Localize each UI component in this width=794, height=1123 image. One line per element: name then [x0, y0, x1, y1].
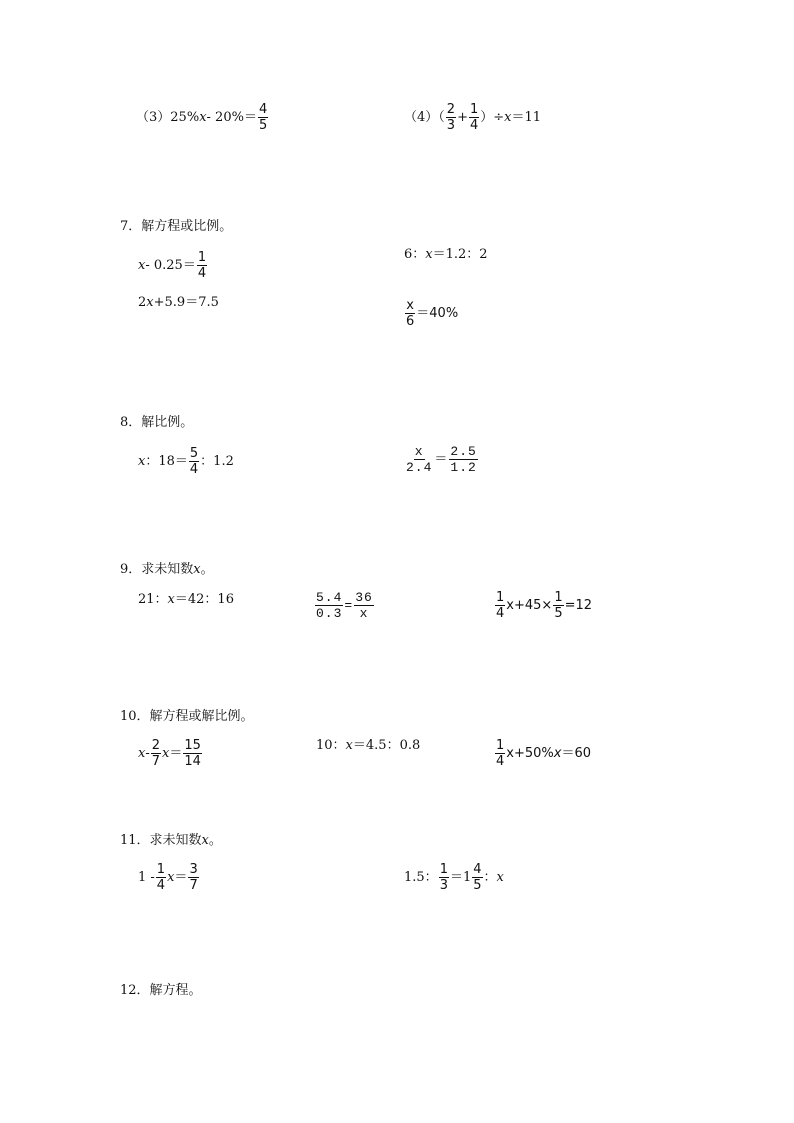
fraction: $\frac{1}{4}$ [197, 250, 207, 281]
q7-eq-a: x - 0.25＝ $\frac{1}{4}$ [138, 250, 207, 281]
fraction: $\frac{1}{5}$ [554, 590, 563, 621]
fraction: $\frac{x}{2.4}$ [406, 444, 433, 475]
fraction: $\frac{x}{6}$ [406, 298, 415, 329]
q9-eq-c: $\frac{1}{4}$ x+45× $\frac{1}{5}$ =12 [496, 590, 593, 621]
q11-eq-b: 1.5： $\frac{1}{3}$ ＝1 $\frac{4}{5}$ ： x [404, 862, 504, 893]
q10-eq-a: x - $\frac{2}{7}$ x ＝ $\frac{15}{14}$ [138, 738, 201, 769]
fraction: $\frac{4}{5}$ [258, 102, 268, 133]
q9-eq-a: 21： x ＝42：16 [138, 592, 234, 607]
fraction: $\frac{1}{4}$ [156, 862, 166, 893]
fraction: $\frac{1}{4}$ [469, 102, 479, 133]
q8-eq-a: x ：18＝ $\frac{5}{4}$ ：1.2 [138, 446, 234, 477]
q10-eq-c: $\frac{1}{4}$ x+50% x ＝60 [496, 738, 592, 769]
q8-title: 8．解比例。 [120, 415, 194, 430]
fraction: $\frac{1}{3}$ [439, 862, 448, 893]
q11-title: 11．求未知数 x 。 [120, 833, 222, 848]
q7-eq-b: 6： x ＝1.2：2 [404, 247, 488, 262]
fraction: $\frac{3}{7}$ [189, 862, 198, 893]
fraction: $\frac{1}{4}$ [496, 590, 505, 621]
q7-eq-d: $\frac{x}{6}$ ＝40% [406, 298, 459, 329]
q6-part4: （4）（ $\frac{2}{3}$ + $\frac{1}{4}$ ）÷ x ＝11 [404, 102, 542, 133]
fraction: $\frac{1}{4}$ [496, 738, 505, 769]
q9-eq-b: $\frac{5.4}{0.3}$ = $\frac{36}{x}$ [316, 590, 373, 621]
fraction: $\frac{4}{5}$ [473, 862, 482, 893]
q11-eq-a: 1 - $\frac{1}{4}$ x ＝ $\frac{3}{7}$ [138, 862, 198, 893]
fraction: $\frac{5}{4}$ [189, 446, 199, 477]
fraction: $\frac{36}{x}$ [355, 590, 373, 621]
q7-title: 7．解方程或比例。 [120, 219, 233, 234]
fraction: $\frac{5.4}{0.3}$ [316, 590, 343, 621]
fraction: $\frac{2.5}{1.2}$ [450, 444, 477, 475]
q12-title: 12．解方程。 [120, 983, 202, 998]
q9-title: 9．求未知数 x 。 [120, 562, 214, 577]
fraction: $\frac{2}{7}$ [151, 738, 161, 769]
q8-eq-b: $\frac{x}{2.4}$ ＝ $\frac{2.5}{1.2}$ [406, 444, 477, 475]
fraction: $\frac{2}{3}$ [446, 102, 456, 133]
fraction: $\frac{15}{14}$ [184, 738, 201, 769]
q10-eq-b: 10： x ＝4.5：0.8 [316, 738, 421, 753]
q10-title: 10．解方程或解比例。 [120, 709, 254, 724]
q7-eq-c: 2 x +5.9＝7.5 [138, 295, 219, 310]
q6-part3: （3） 25% x - 20%＝ $\frac{4}{5}$ [136, 102, 268, 133]
